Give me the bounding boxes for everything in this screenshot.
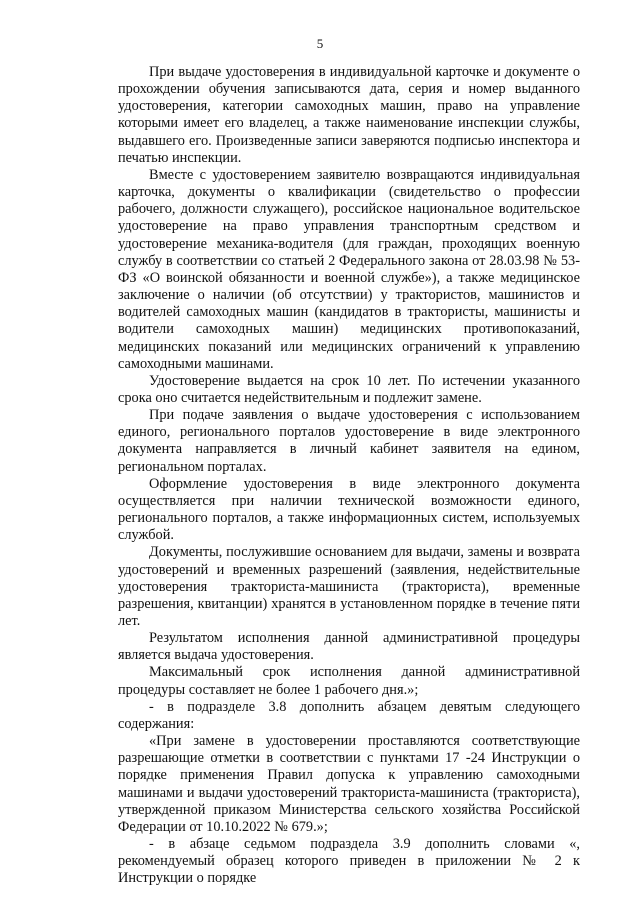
- paragraph-amendment-3-8: - в подразделе 3.8 дополнить абзацем девятым следующего содержания:: [118, 698, 580, 732]
- paragraph-procedure-result: Результатом исполнения данной административной процедуры является выдача удостоверения.: [118, 630, 580, 664]
- paragraph-document-storage: Документы, послужившие основанием для выдачи, замены и возврата удостоверений и временных разрешений (заявления, недействительные удостоверения тракториста-машиниста (тракториста), временные разрешения, квитанции) хранятся в установленном порядке в течение пяти лет.: [118, 544, 580, 629]
- paragraph-amendment-3-9: - в абзаце седьмом подраздела 3.9 дополнить словами «, рекомендуемый образец которого приведен в приложении № 2 к Инструкции о порядке: [118, 836, 580, 887]
- paragraph-validity-period: Удостоверение выдается на срок 10 лет. По истечении указанного срока оно считается недействительным и подлежит замене.: [118, 372, 580, 406]
- paragraph-returned-documents: Вместе с удостоверением заявителю возвращаются индивидуальная карточка, документы о квалификации (свидетельство о профессии рабочего, должности служащего), российское национальное водительское удостоверение на право управления транспортным средством и удостоверение механика-водителя (для граждан, проходящих военную службу в соответствии со статьей 2 Федерального закона от 28.03.98 № 53-ФЗ «О воинской обязанности и военной службе»), а также медицинское заключение о наличии (об отсутствии) у трактористов, машинистов и водителей самоходных машин (кандидатов в трактористы, машинисты и водители самоходных машин) медицинских противопоказаний, медицинских показаний или медицинских ограничений к управлению самоходными машинами.: [118, 166, 580, 372]
- document-body: [118, 64, 580, 888]
- paragraph-electronic-document: Оформление удостоверения в виде электронного документа осуществляется при наличии технической возможности единого, регионального порталов, а также информационных систем, используемых службой.: [118, 475, 580, 544]
- paragraph-quoted-insert: «При замене в удостоверении проставляются соответствующие разрешающие отметки в соответствии с пунктами 17 -24 Инструкции о порядке применения Правил допуска к управлению самоходными машинами и выдачи удостоверений тракториста-машиниста (тракториста), утвержденной приказом Министерства сельского хозяйства Российской Федерации от 10.10.2022 № 679.»;: [118, 733, 580, 835]
- paragraph-portal-submission: При подаче заявления о выдаче удостоверения с использованием единого, регионального порталов удостоверение в виде электронного документа направляется в личный кабинет заявителя на едином, региональном порталах.: [118, 407, 580, 475]
- page-number: 5: [316, 36, 324, 51]
- paragraph-max-duration: Максимальный срок исполнения данной административной процедуры составляет не более 1 рабочего дня.»;: [118, 664, 580, 698]
- paragraph-issuance-records: При выдаче удостоверения в индивидуальной карточке и документе о прохождении обучения записываются дата, серия и номер выданного удостоверения, категории самоходных машин, право на управление которыми имеет его владелец, а также наименование инспекции службы, выдавшего его. Произведенные записи заверяются подписью инспектора и печатью инспекции.: [118, 64, 580, 166]
